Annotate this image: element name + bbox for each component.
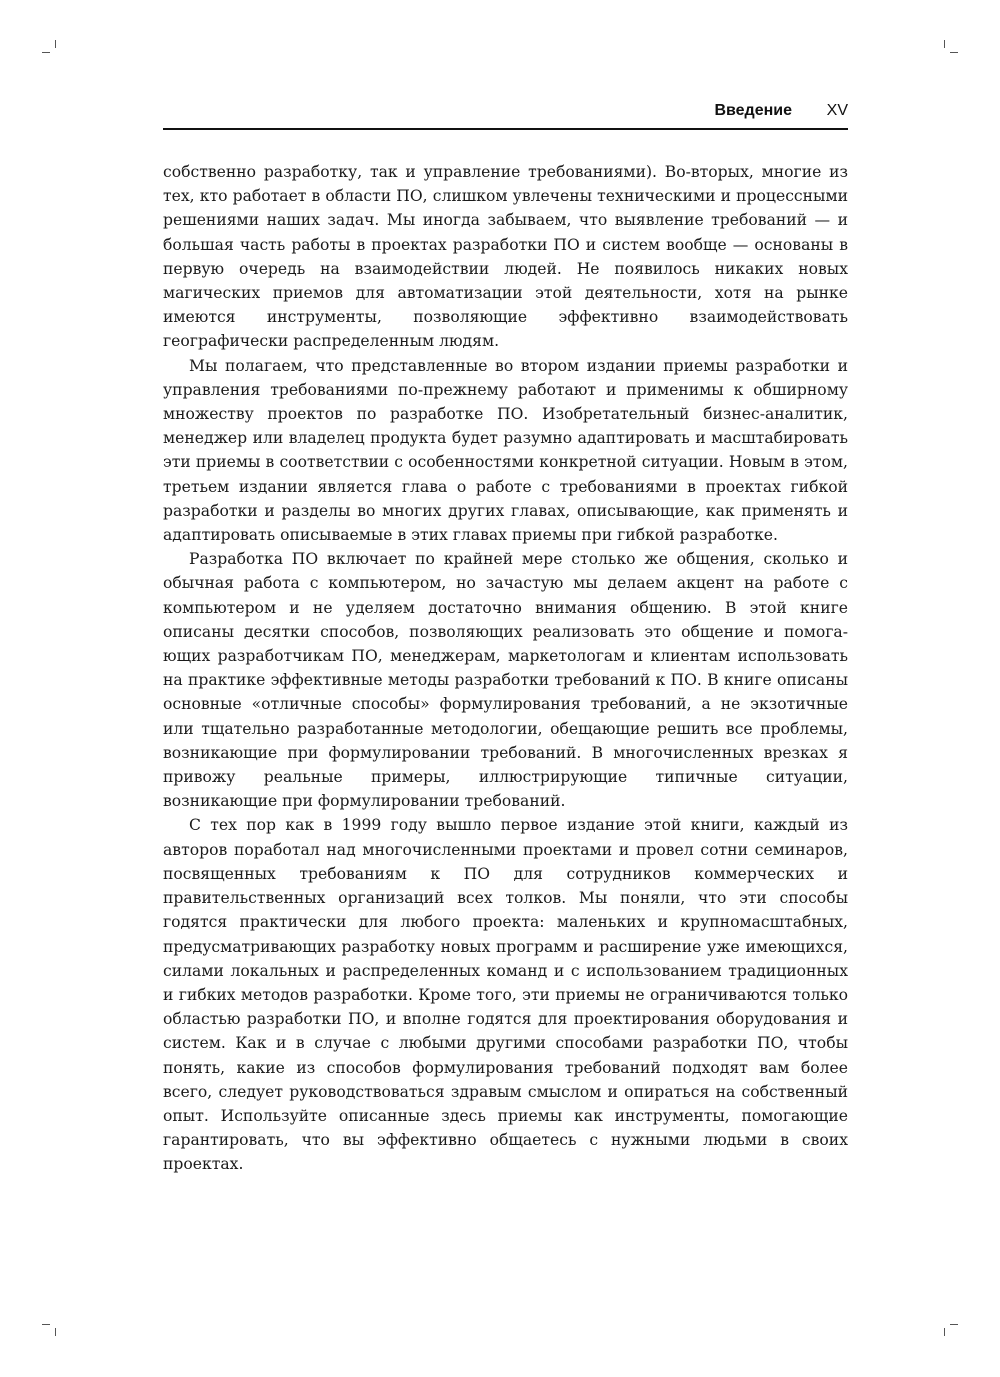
header-rule: [163, 128, 848, 130]
crop-mark-top-left-v: [55, 40, 56, 48]
header-page-number: XV: [826, 102, 848, 119]
body-text: [163, 160, 848, 1177]
crop-mark-bottom-left-v: [55, 1328, 56, 1336]
crop-mark-bottom-right-v: [944, 1328, 945, 1336]
paragraph: С тех пор как в 1999 году вышло первое издание этой книги, каждый из авторов поработал над многочисленными проектами и провел сотни семинаров, посвященных требованиям к ПО для сотрудников коммерческих и правительственных организаций всех толков. Мы поняли, что эти способы годятся практически для любого проекта: маленьких и крупномасштабных, предусматривающих разработку новых программ и расширение уже имеющихся, силами локальных и распределенных команд и с использованием традиционных и гибких методов разработки. Кроме того, эти приемы не ограничиваются только областью разработки ПО, и вполне годятся для проектирования оборудования и систем. Как и в случае с любыми другими способами разработки ПО, чтобы понять, какие из способов формулирования требований подходят вам более всего, следует руководствоваться здравым смыслом и опираться на собственный опыт. Используйте описанные здесь приемы как инструменты, помогающие гарантировать, что вы эффективно общаетесь с нужными людьми в своих проектах.: [163, 816, 848, 1174]
crop-mark-bottom-right-h: [950, 1324, 958, 1325]
paragraph-continued: собственно разработку, так и управление требованиями). Во-вторых, многие из тех, кто работает в области ПО, слишком увлечены техническими и процессными решениями наших задач. Мы иногда забываем, что выявление требований — и большая часть работы в проектах разработки ПО и систем вообще — основаны в первую очередь на взаимодействии людей. Не появилось никаких новых магических приемов для автоматизации этой деятельности, хотя на рынке имеются инструменты, позволяющие эффективно взаимодействовать географически распределенным людям.: [163, 163, 848, 351]
crop-mark-bottom-left-h: [42, 1324, 50, 1325]
crop-mark-top-left-h: [42, 52, 50, 53]
paragraph: Мы полагаем, что представленные во втором издании приемы разработки и управления требованиями по-прежнему работают и применимы к обширному множеству проектов по разработке ПО. Изобретательный бизнес-аналитик, менеджер или владелец продукта будет разумно адаптировать и масштабировать эти приемы в соответствии с особенностями конкретной ситуации. Новым в этом, третьем издании является глава о работе с требованиями в проектах гибкой разработки и разделы во многих других главах, описывающие, как применять и адаптировать описываемые в этих главах приемы при гибкой разработке.: [163, 356, 848, 545]
crop-mark-top-right-h: [950, 52, 958, 53]
header-section-title: Введение: [714, 102, 792, 119]
paragraph: Разработка ПО включает по крайней мере столько же общения, сколько и обычная работа с компьютером, но зачастую мы делаем акцент на работе с компьютером и не уделяем достаточно внимания общению. В этой книге описаны десятки способов, позволяющих реализовать это общение и помогающих разработчикам ПО, менеджерам, маркетологам и клиентам использовать на практике эффективные методы разработки требований к ПО. В книге описаны основные «отличные способы» формулирования требований, а не экзотичные или тщательно разработанные методологии, обещающие решить все проблемы, возникающие при формулировании требований. В многочисленных врезках я привожу реальные примеры, иллюстрирующие типичные ситуации, возникающие при формулировании требований.: [163, 550, 848, 811]
running-header: [163, 100, 848, 128]
crop-mark-top-right-v: [944, 40, 945, 48]
